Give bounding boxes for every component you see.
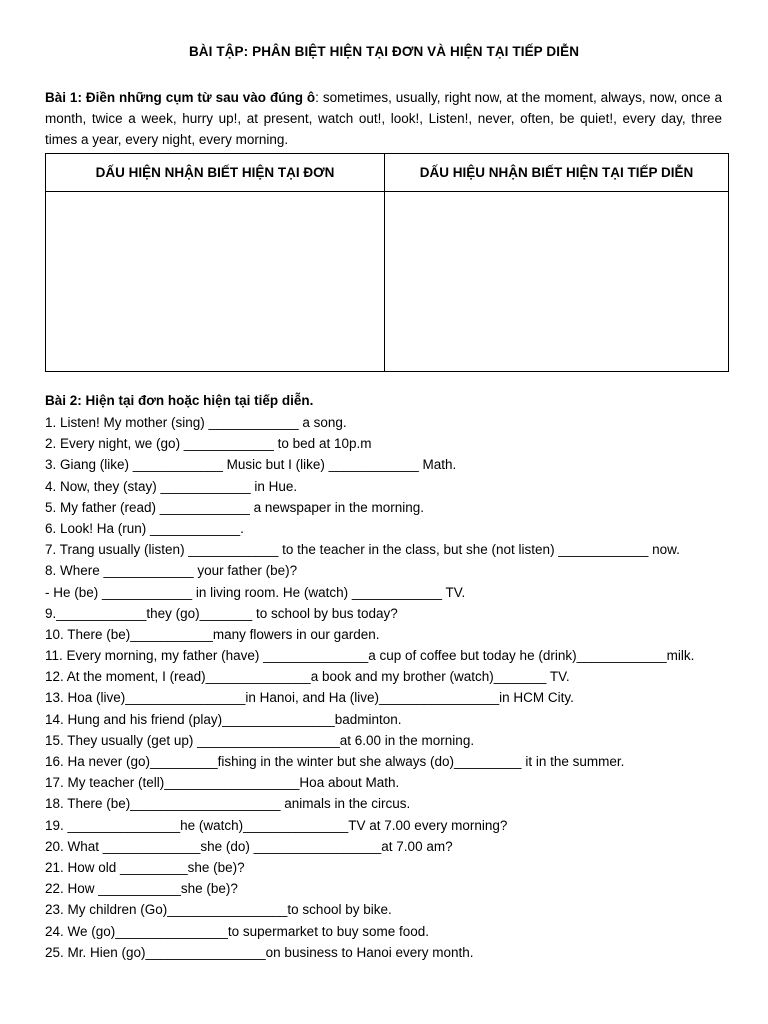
exercise-item: 5. My father (read) ____________ a newspaper in the morning. <box>45 499 424 515</box>
exercise-item: 3. Giang (like) ____________ Music but I (like) ____________ Math. <box>45 457 457 473</box>
exercise-item: 8. Where ____________ your father (be)? <box>45 563 298 579</box>
present-simple-signs-header: DẤU HIỆN NHẬN BIẾT HIỆN TẠI ĐƠN <box>46 154 385 192</box>
exercise2-list <box>45 412 735 963</box>
exercise-item: 11. Every morning, my father (have) ______________a cup of coffee but today he (drink)____________milk. <box>45 648 695 664</box>
worksheet-title: BÀI TẬP: PHÂN BIỆT HIỆN TẠI ĐƠN VÀ HIỆN TẠI TIẾP DIỄN <box>188 44 580 59</box>
exercise-item: 15. They usually (get up) ___________________at 6.00 in the morning. <box>45 732 475 748</box>
exercise-item: 20. What _____________she (do) _________________at 7.00 am? <box>45 838 453 854</box>
exercise-item: 21. How old _________she (be)? <box>45 859 245 875</box>
signs-table-body-row <box>46 192 729 372</box>
exercise-item: - He (be) ____________ in living room. He (watch) ____________ TV. <box>45 584 466 600</box>
exercise-item: 9.____________they (go)_______ to school by bus today? <box>45 605 398 621</box>
exercise-item: 4. Now, they (stay) ____________ in Hue. <box>45 478 298 494</box>
present-continuous-signs-cell <box>385 192 729 372</box>
exercise1-phrase-list: : sometimes, usually, right now, at the moment, always, now, once a month, twice a week, hurry up!, at present, watch out!, look!, Listen!, never, often, be quiet!, every day, three times a year, every night, every morning. <box>45 90 722 147</box>
exercise-item: 17. My teacher (tell)__________________Hoa about Math. <box>45 775 400 791</box>
exercise2-title: Bài 2: Hiện tại đơn hoặc hiện tại tiếp diễn. <box>45 393 314 408</box>
exercise-item: 14. Hung and his friend (play)_______________badminton. <box>45 711 402 727</box>
exercise-item: 10. There (be)___________many flowers in our garden. <box>45 626 380 642</box>
signs-table <box>45 153 729 372</box>
present-simple-signs-cell <box>46 192 385 372</box>
exercise-item: 13. Hoa (live)________________in Hanoi, and Ha (live)________________in HCM City. <box>45 690 574 706</box>
exercise1-label: Bài 1: Điền những cụm từ sau vào đúng ô <box>45 90 316 105</box>
exercise-item: 19. _______________he (watch)______________TV at 7.00 every morning? <box>45 817 508 833</box>
exercise-item: 24. We (go)_______________to supermarket to buy some food. <box>45 923 430 939</box>
exercise-item: 1. Listen! My mother (sing) ____________ a song. <box>45 415 347 430</box>
present-continuous-signs-header: DẤU HIỆU NHẬN BIẾT HIỆN TẠI TIẾP DIỄN <box>385 154 729 192</box>
exercise-item: 18. There (be)____________________ animals in the circus. <box>45 796 411 812</box>
exercise1-instructions <box>45 87 722 150</box>
exercise-item: 16. Ha never (go)_________fishing in the winter but she always (do)_________ it in the summer. <box>45 754 625 769</box>
exercise-item: 23. My children (Go)________________to school by bike. <box>45 902 392 918</box>
exercise-item: 6. Look! Ha (run) ____________. <box>45 520 244 536</box>
signs-table-header-row <box>46 154 729 192</box>
exercise-item: 2. Every night, we (go) ____________ to bed at 10p.m <box>45 436 372 452</box>
exercise-item: 25. Mr. Hien (go)________________on business to Hanoi every month. <box>45 944 474 960</box>
exercise-item: 22. How ___________she (be)? <box>45 881 238 897</box>
exercise-item: 12. At the moment, I (read)______________a book and my brother (watch)_______ TV. <box>45 669 570 685</box>
exercise-item: 7. Trang usually (listen) ____________ to the teacher in the class, but she (not listen) ____________ now. <box>45 542 680 558</box>
